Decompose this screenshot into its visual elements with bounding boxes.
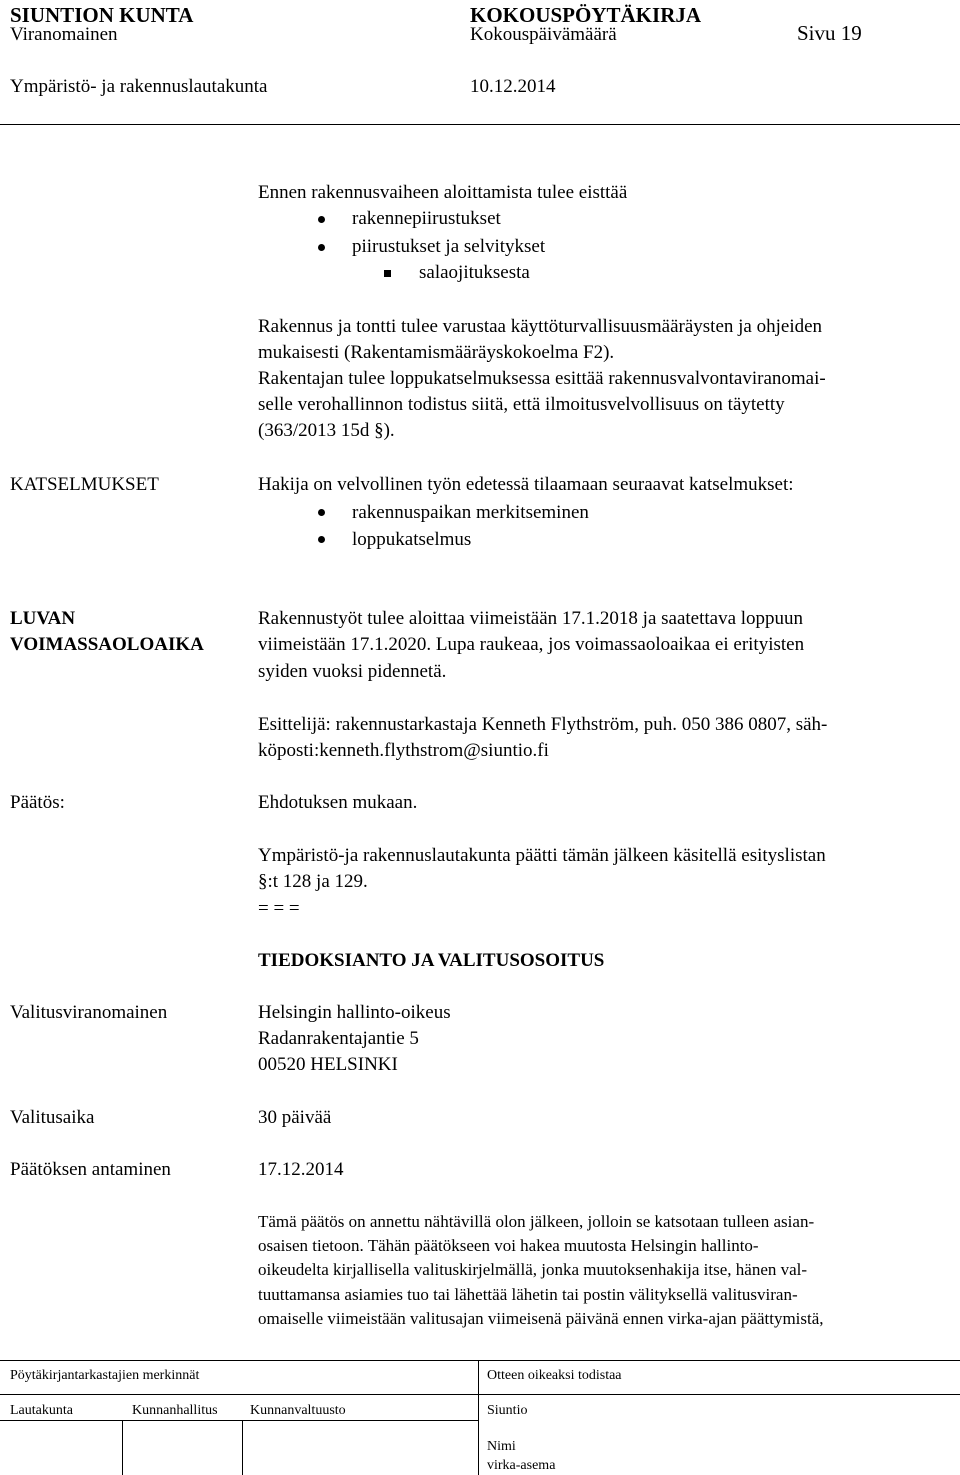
decision-issued-date: 17.12.2014 [258, 1159, 344, 1180]
bullet-icon [318, 509, 325, 516]
paragraph-line: Rakennustyöt tulee aloittaa viimeistään 17.1.2018 ja saatettava loppuun [258, 608, 804, 629]
separator-text: = = = [258, 898, 300, 919]
paragraph-line: selle verohallinnon todistus siitä, että ilmoitusvelvollisuus on täytetty [258, 394, 785, 415]
paragraph-line: syiden vuoksi pidennetä. [258, 661, 447, 682]
bullet-icon [318, 536, 325, 543]
footer-role-label: virka-asema [487, 1458, 556, 1473]
appeal-authority-line: 00520 HELSINKI [258, 1054, 398, 1075]
presenter-line: Esittelijä: rakennustarkastaja Kenneth Flythström, puh. 050 386 0807, säh- [258, 714, 828, 735]
paragraph-line: Tämä päätös on annettu nähtävillä olon jälkeen, jolloin se katsotaan tulleen asian- [258, 1212, 815, 1231]
paragraph-line: Ympäristö-ja rakennuslautakunta päätti tämän jälkeen käsitellä esityslistan [258, 845, 826, 866]
list-item: rakennuspaikan merkitseminen [352, 502, 589, 523]
paragraph-line: mukaisesti (Rakentamismääräyskokoelma F2). [258, 342, 615, 363]
paragraph-line: omaiselle viimeistään valitusajan viimeisenä päivänä ennen virka-ajan päättymistä, [258, 1309, 824, 1328]
paragraph-line: viimeistään 17.1.2020. Lupa raukeaa, jos voimassaoloaikaa ei erityisten [258, 634, 805, 655]
authority-label: Viranomainen [10, 24, 118, 45]
paragraph-line: §:t 128 ja 129. [258, 871, 368, 892]
footer-name-label: Nimi [487, 1439, 516, 1454]
section-label-katselmukset: KATSELMUKSET [10, 474, 159, 495]
footer-right-title: Otteen oikeaksi todistaa [487, 1368, 622, 1383]
square-bullet-icon [384, 270, 391, 277]
appeal-period-label: Valitusaika [10, 1107, 95, 1128]
footer-col-divider [122, 1420, 123, 1475]
decision-text: Ehdotuksen mukaan. [258, 792, 418, 813]
katselmukset-intro: Hakija on velvollinen työn edetessä tilaamaan seuraavat katselmukset: [258, 474, 794, 495]
bullet-icon [318, 216, 325, 223]
paragraph-line: osaisen tietoon. Tähän päätökseen voi hakea muutosta Helsingin hallinto- [258, 1236, 759, 1255]
list-item: piirustukset ja selvitykset [352, 236, 546, 257]
paragraph-line: tuuttamansa asiamies tuo tai lähettää lähetin tai postin välityksellä valitusviran- [258, 1285, 798, 1304]
footer-place: Siuntio [487, 1403, 528, 1418]
bullet-icon [318, 244, 325, 251]
footer-col-divider [242, 1420, 243, 1475]
page-number: Sivu 19 [797, 21, 862, 45]
footer-col-lautakunta: Lautakunta [10, 1403, 73, 1418]
doc-type: KOKOUSPÖYTÄKIRJA [470, 3, 702, 27]
footer-col-kunnanhallitus: Kunnanhallitus [132, 1403, 218, 1418]
decision-issued-label: Päätöksen antaminen [10, 1159, 171, 1180]
appeal-authority-line: Radanrakentajantie 5 [258, 1028, 419, 1049]
appeal-authority-line: Helsingin hallinto-oikeus [258, 1002, 451, 1023]
footer-mid-rule [0, 1394, 960, 1395]
authority: Ympäristö- ja rakennuslautakunta [10, 76, 268, 97]
footer-row-rule [0, 1420, 478, 1421]
sub-list-item: salaojituksesta [419, 262, 530, 283]
section-label-luvan: LUVAN [10, 608, 76, 629]
intro-text: Ennen rakennusvaiheen aloittamista tulee eisttää [258, 182, 628, 203]
appeal-authority-label: Valitusviranomainen [10, 1002, 168, 1023]
paragraph-line: oikeudelta kirjallisella valituskirjelmällä, jonka muutoksenhakija itse, hänen val- [258, 1260, 808, 1279]
paragraph-line: Rakennus ja tontti tulee varustaa käyttöturvallisuusmääräysten ja ohjeiden [258, 316, 823, 337]
presenter-line: köposti:kenneth.flythstrom@siuntio.fi [258, 740, 549, 761]
footer-col-kunnanvaltuusto: Kunnanvaltuusto [250, 1403, 346, 1418]
meeting-date-label: Kokouspäivämäärä [470, 24, 617, 45]
footer-left-title: Pöytäkirjantarkastajien merkinnät [10, 1368, 200, 1383]
appeal-period-value: 30 päivää [258, 1107, 332, 1128]
meeting-date: 10.12.2014 [470, 76, 556, 97]
paragraph-line: Rakentajan tulee loppukatselmuksessa esittää rakennusvalvontaviranomai- [258, 368, 826, 389]
footer-vertical-divider [478, 1360, 479, 1475]
org-name: SIUNTION KUNTA [10, 3, 194, 27]
header-divider [0, 124, 960, 125]
section-label-voimassaoloaika: VOIMASSAOLOAIKA [10, 634, 204, 655]
paragraph-line: (363/2013 15d §). [258, 420, 395, 441]
list-item: loppukatselmus [352, 529, 472, 550]
decision-label: Päätös: [10, 792, 65, 813]
section-title: TIEDOKSIANTO JA VALITUSOSOITUS [258, 950, 605, 971]
list-item: rakennepiirustukset [352, 208, 501, 229]
footer-top-rule [0, 1360, 960, 1361]
